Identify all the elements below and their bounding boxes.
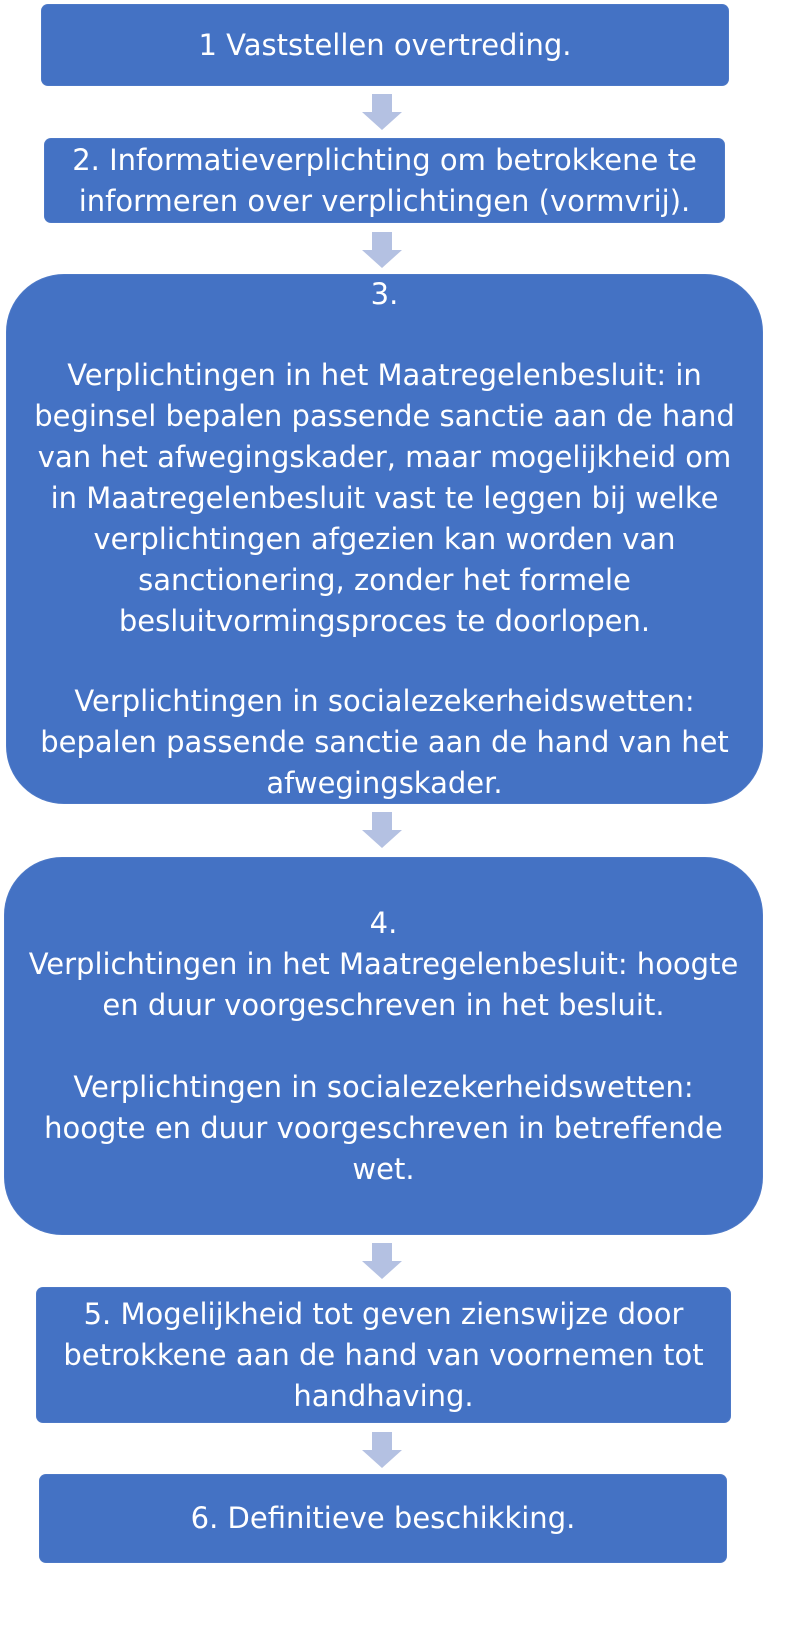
step-5-line: handhaving. [293, 1378, 474, 1413]
step-3-line: afwegingskader. [266, 766, 503, 800]
step-3-box [6, 274, 763, 804]
step-4-box [4, 857, 763, 1235]
step-1-text: 1 Vaststellen overtreding. [198, 27, 572, 62]
down-arrow-icon [362, 1432, 402, 1468]
step-5-line: 5. Mogelijkheid tot geven zienswijze door [83, 1296, 684, 1331]
step-3-line: besluitvormingsproces te doorlopen. [118, 603, 651, 638]
step-4-line: hoogte en duur voorgeschreven in betreffende [44, 1110, 723, 1145]
step-3-line: sanctionering, zonder het formele [138, 562, 631, 597]
down-arrow-icon [362, 812, 402, 848]
step-3-line: Verplichtingen in socialezekerheidswetten: [74, 684, 695, 718]
step-3-line: beginsel bepalen passende sanctie aan de hand [34, 398, 735, 433]
step-6-text: 6. Definitieve beschikking. [190, 1501, 576, 1535]
step-2-line: 2. Informatieverplichting om betrokkene te [72, 142, 697, 177]
step-5-box [36, 1287, 731, 1423]
down-arrow-icon [362, 1243, 402, 1279]
step-3-line: bepalen passende sanctie aan de hand van het [40, 725, 729, 759]
step-1-box [41, 4, 729, 86]
step-3-line: Verplichtingen in het Maatregelenbesluit: in [67, 357, 702, 392]
step-4-line: Verplichtingen in socialezekerheidswetten: [73, 1069, 694, 1104]
down-arrow-icon [362, 94, 402, 130]
step-3-line: verplichtingen afgezien kan worden van [93, 521, 676, 556]
step-4-line: en duur voorgeschreven in het besluit. [102, 987, 665, 1022]
step-2-line: informeren over verplichtingen (vormvrij). [78, 183, 691, 218]
step-3-number: 3. [370, 277, 399, 311]
step-3-line: van het afwegingskader, maar mogelijkheid om [37, 439, 732, 474]
down-arrow-icon [362, 232, 402, 268]
step-3-line: in Maatregelenbesluit vast te leggen bij welke [50, 480, 719, 515]
step-4-line: Verplichtingen in het Maatregelenbesluit: hoogte [28, 946, 739, 981]
step-4-line: wet. [352, 1151, 415, 1186]
step-6-box [39, 1474, 727, 1563]
step-5-line: betrokkene aan de hand van voornemen tot [63, 1337, 704, 1372]
step-2-box [44, 138, 725, 223]
step-4-number: 4. [369, 905, 398, 940]
